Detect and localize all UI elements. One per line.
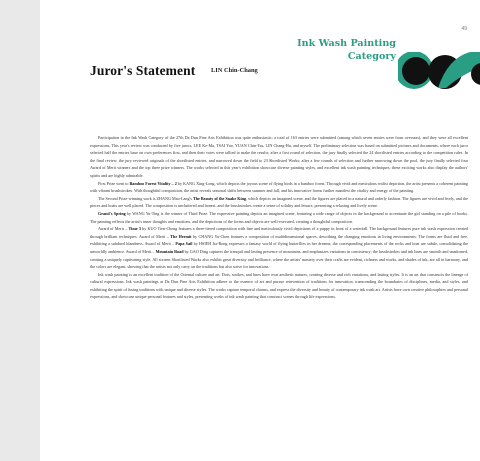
work-title: The Beauty of the Snake King xyxy=(192,195,246,201)
category-heading xyxy=(256,37,396,63)
author-name: LIN Chin-Chang xyxy=(211,67,258,74)
page-number: 49 xyxy=(461,26,467,32)
paragraph-1: Participation in the Ink Wash Category of the 27th Da Dun Fine Arts Exhibition was quite enthusiastic; a total of 163 entries were submitted (among which seven entries were from overseas), and they were all excellent expressions. This year's review was conducted by five jurors, LEE Ke-Ma, TSAI Yao, YUAN Chin-Tsu, LIN Chang-Hu, and myself. The preliminary selection was based on submitted pictures and documents, where each juror selected half the entries base on own preferences first, and then their votes were tallied to make the results; after a first round of selection, the jury finally selected the 24 shortlisted entries according to the competition rules. In the final review, the jury reviewed originals of the shortlisted entries, and narrowed down the field to 23 Shortlisted Works; after a few rounds of selection and further narrowing down the pool, the jury finally selected four Award of Merit winners and the top three prize winners. The works selected in this year's exhibition showcase diverse painting styles, and excellent ink wash painting techniques; these exciting works also display the authors' spirits and are highly admirable. xyxy=(90,135,468,178)
work-title: Papa Sail xyxy=(175,241,193,247)
paragraph-4 xyxy=(90,210,468,225)
paragraph-2 xyxy=(90,180,468,195)
paragraph-5-text: by CHANG Yu-Chen features a composition of multidimensional spaces, describing the changing emotions in living environments. The forms are fluid and free, exhibiting a subdued blandness. Award of Merit – xyxy=(90,233,469,247)
paragraph-5-text: Award of Merit – xyxy=(98,226,129,232)
category-line-1: Ink Wash Painting xyxy=(297,38,396,49)
dark-circle-left xyxy=(402,57,430,85)
paragraph-5-text: by GAO Ding captures the tranquil and lasting presence of mountains, and emphasizes variations in consistency; the brushstrokes and ink lines are smooth and unadorned, creating a uniquely captivating style. All sixteen Shortlisted Works also exhibit great diversity and brilliance, where the artists' mastery over their crafts are evident, richness and works, and shades of ink, are all in harmony, and the colors are elegant, showing that the artists not only carry on the traditions but also strive for innovations. xyxy=(90,248,468,270)
category-line-2: Category xyxy=(347,51,396,62)
paragraph-4-text: by WANG Yu-Ting is the winner of Third Prize. The expressive painting depicts an imagined scene, featuring a wide range of objects in the background to accentuate the girl standing on a pile of books. The painting reflects the artist's inner thoughts and emotions, and the depictions of the forms and objects are well-executed, creating a thoughtful composition. xyxy=(90,210,468,224)
paragraph-5 xyxy=(90,225,468,271)
paragraph-5-text: by KUO Tien-Cheng features a three-tiered composition with fine and meticulously vivid depictions of a puppy in front of a waterfall. The background features pure ink wash expression created through brilliant techniques. Award of Merit – xyxy=(90,226,468,239)
paragraph-3-text: , which depicts an imagined scene, and the figures are placed in a natural and orderly fashion. The figures are vivid and lively, and the pieces and boats are well placed. The composition is uncluttered and honest, and the brushstrokes create a sense of solidity and leisure, presenting a relaxing and lively scene. xyxy=(90,195,468,209)
work-title: Bamboo Forest Vitality – 2 xyxy=(129,180,177,186)
article-body xyxy=(90,134,468,301)
document-page xyxy=(40,0,480,461)
page-title: Juror's Statement xyxy=(90,63,196,78)
paragraph-6: Ink wash painting is an excellent tradition of the Oriental culture and art. Dots, strokes, and lines have own aesthetic natures, creating diverse and rich variations, and lasting styles. It is an art that constructs the lineage of cultural expressions. Ink wash paintings at Da Dun Fine Arts Exhibition adhere to the essence of art and pursue reinvention of traditions for innovation, transcending the boundaries of disciplines, media, and styles, and exhibiting the spirit of fusing traditions with unique and diverse styles. The works capture temporal charms, and express the diversity and beauty of contemporary ink wash art. Artists have own creative philosophies and personal expressions, and showcase unique personal features and styles, presenting works of ink wash painting that construct scenes through life expressions. xyxy=(90,271,468,300)
paragraph-3-text: The Second Prize-winning work is ZHANG Mao-Lang's xyxy=(98,195,193,201)
paragraph-5-text: by HSIEH Jia-Rong expresses a fantasy world of flying butterflies in her dreams; the corresponding placements of the rocks and boat are subtle, consolidating the unworldly ambience. Award of Merit – xyxy=(90,241,469,254)
paragraph-3 xyxy=(90,195,468,210)
work-title: Mountain Road xyxy=(155,248,184,254)
work-title: The Hermit xyxy=(170,233,192,239)
circle-decoration xyxy=(398,52,480,104)
work-title: Time 3 xyxy=(128,226,141,232)
paragraph-2-text: First Prize went to xyxy=(98,180,130,186)
work-title: Grand's Spring xyxy=(98,210,126,216)
paragraph-2-text: by KANG Xing-Long, which depicts the joyous scene of flying birds in a bamboo forest. Through vivid and meticulous realist depiction, the artist presents a coherent painting with vibrant brushstrokes. With thoughtful composition, the artist reveals seasonal shifts between summer and fall, and his innovative forms further manifest the vitality and energy of the painting. xyxy=(90,180,469,194)
